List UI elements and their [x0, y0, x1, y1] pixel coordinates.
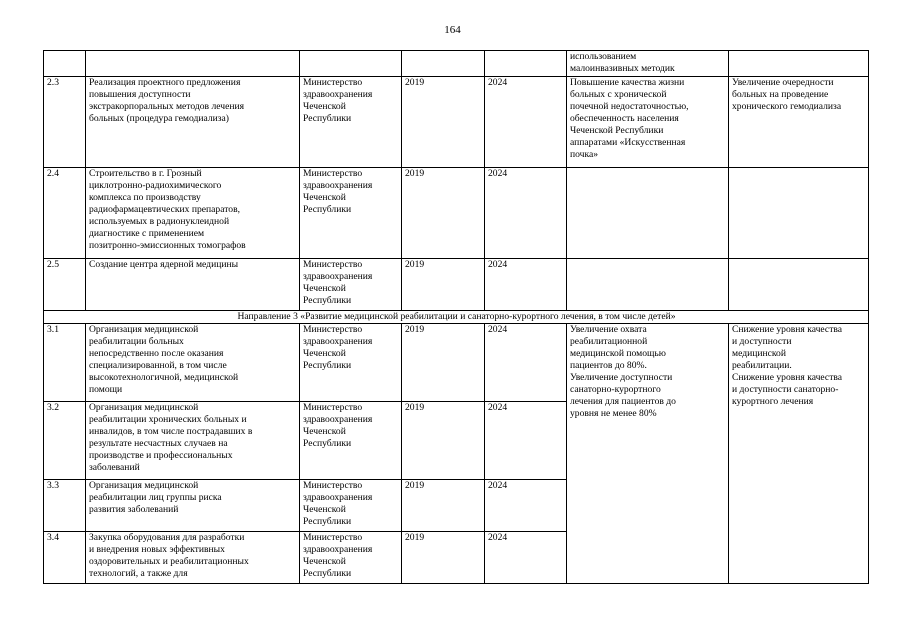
end-year-cell: 2024 — [485, 259, 567, 311]
end-year-cell: 2024 — [485, 402, 567, 480]
executor-cell: Министерство здравоохранения Чеченской Республики — [300, 259, 402, 311]
executor-cell: Министерство здравоохранения Чеченской Республики — [300, 532, 402, 584]
result-cell — [567, 259, 729, 311]
section-result-cell: Увеличение охвата реабилитационной медицинской помощью пациентов до 80%. Увеличение доступности санаторно-курортного лечения для пациентов до уровня не менее 80% — [567, 324, 729, 584]
measure-cell: Организация медицинской реабилитации лиц группы риска развития заболеваний — [86, 480, 300, 532]
result-cell: Повышение качества жизни больных с хронической почечной недостаточностью, обеспеченность населения Чеченской Республики аппаратами «Искусственная почка» — [567, 77, 729, 168]
row-number: 3.4 — [44, 532, 86, 584]
page-number: 164 — [444, 24, 461, 36]
start-year-cell: 2019 — [402, 259, 485, 311]
section-risk-cell: Снижение уровня качества и доступности медицинской реабилитации. Снижение уровня качества и доступности санаторно- курортного лечения — [729, 324, 869, 584]
risk-cell: Увеличение очередности больных на проведение хронического гемодиализа — [729, 77, 869, 168]
measure-cell: Закупка оборудования для разработки и внедрения новых эффективных оздоровительных и реабилитационных технологий, а также для — [86, 532, 300, 584]
end-year-cell: 2024 — [485, 532, 567, 584]
executor-cell: Министерство здравоохранения Чеченской Республики — [300, 77, 402, 168]
table-row — [44, 168, 869, 259]
section-title: Направление 3 «Развитие медицинской реабилитации и санаторно-курортного лечения, в том числе детей» — [44, 311, 869, 324]
result-cell — [567, 168, 729, 259]
risk-cell — [729, 259, 869, 311]
measure-cell: Создание центра ядерной медицины — [86, 259, 300, 311]
table-row — [44, 259, 869, 311]
measure-cell: Организация медицинской реабилитации хронических больных и инвалидов, в том числе пострадавших в результате несчастных случаев на производстве и профессиональных заболеваний — [86, 402, 300, 480]
executor-cell: Министерство здравоохранения Чеченской Республики — [300, 324, 402, 402]
row-number: 3.3 — [44, 480, 86, 532]
measures-table — [43, 50, 869, 584]
end-year-cell: 2024 — [485, 324, 567, 402]
row-number: 3.1 — [44, 324, 86, 402]
result-cell: использованием малоинвазивных методик — [567, 51, 729, 77]
row-number: 2.4 — [44, 168, 86, 259]
table-row — [44, 324, 869, 402]
measure-cell: Реализация проектного предложения повышения доступности экстракорпоральных методов лечения больных (процедура гемодиализа) — [86, 77, 300, 168]
end-year-cell: 2024 — [485, 77, 567, 168]
start-year-cell: 2019 — [402, 480, 485, 532]
row-number: 2.5 — [44, 259, 86, 311]
row-number: 3.2 — [44, 402, 86, 480]
start-year-cell: 2019 — [402, 532, 485, 584]
measure-cell: Строительство в г. Грозный циклотронно-радиохимического комплекса по производству радиофармацевтических препаратов, используемых в радионуклеидной диагностике с применением позитронно-эмиссионных томографов — [86, 168, 300, 259]
executor-cell: Министерство здравоохранения Чеченской Республики — [300, 480, 402, 532]
start-year-cell: 2019 — [402, 324, 485, 402]
start-year-cell: 2019 — [402, 77, 485, 168]
executor-cell: Министерство здравоохранения Чеченской Республики — [300, 402, 402, 480]
start-year-cell: 2019 — [402, 402, 485, 480]
risk-cell — [729, 168, 869, 259]
end-year-cell: 2024 — [485, 168, 567, 259]
table-row — [44, 77, 869, 168]
executor-cell: Министерство здравоохранения Чеченской Республики — [300, 168, 402, 259]
row-number: 2.3 — [44, 77, 86, 168]
section-header-row — [44, 311, 869, 324]
measure-cell: Организация медицинской реабилитации больных непосредственно после оказания специализированной, в том числе высокотехнологичной, медицинской помощи — [86, 324, 300, 402]
table-row-continuation — [44, 51, 869, 77]
start-year-cell: 2019 — [402, 168, 485, 259]
end-year-cell: 2024 — [485, 480, 567, 532]
